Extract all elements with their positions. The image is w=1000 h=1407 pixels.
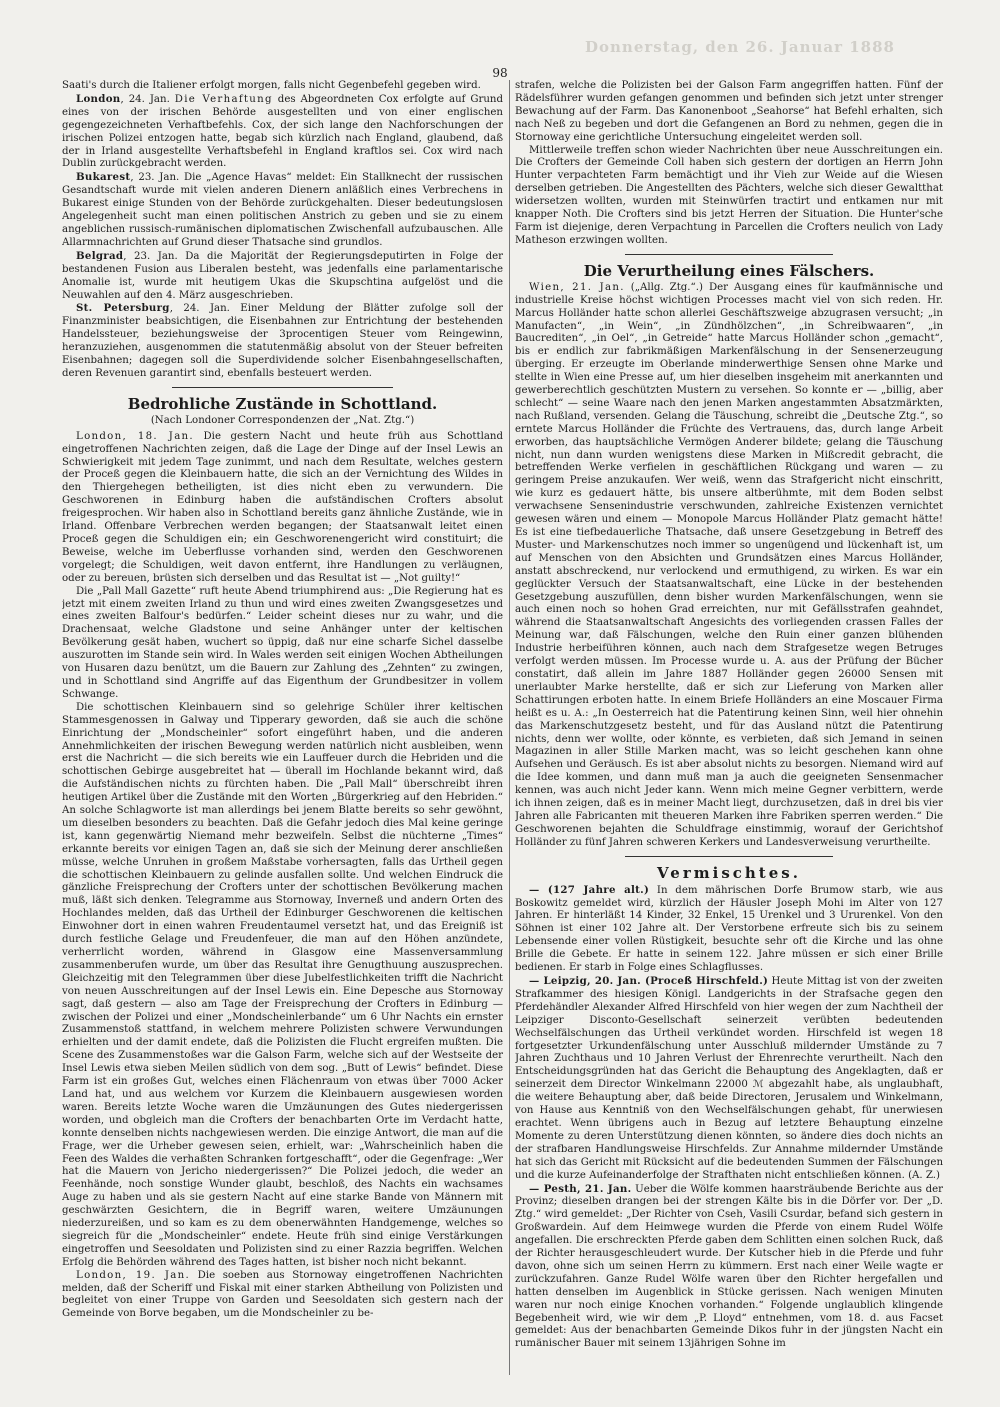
article-text-4: Die soeben aus Stornoway eingetroffenen Nachrichten melden, daß der Scheriff und Fiskal mit einer starken Abtheilung von Polizisten und begleitet von einer Truppe von Garden und Seesoldaten sich gestern nach der Gemeinde von Borve begaben, um die Mondscheinler zu be- — [62, 1269, 503, 1320]
dispatch-bukarest — [62, 171, 503, 249]
section-title-vermischtes: Vermischtes. — [657, 863, 801, 882]
section-title-schottland: Bedrohliche Zustände in Schottland. — [127, 394, 438, 413]
dispatch-belgrad-text: , 23. Jan. Da die Majorität der Regierungsdeputirten in Folge der bestandenen Fusion aus Liberalen besteht, was jedenfalls eine parlamentarische Anomalie ist, wurde mit heutigem Ukas die Skupschtina aufgelöst und die Neuwahlen auf den 4. März ausgeschrieben. — [62, 250, 503, 301]
dispatch-petersburg-text: , 24. Jan. Einer Meldung der Blätter zufolge soll der Finanzminister beabsichtigen, die Eisenbahnen zur Entrichtung der bestehenden Handelssteuer, beziehungsweise der 3procentigen Steuer vom Reingewinn, heranzuziehen, ausgenommen die statutenmäßig absolut von der Steuer befreiten Eisenbahnen; dagegen soll die Superdividende solcher Eisenbahngesellschaften, deren Revenuen garantirt sind, ebenfalls besteuert werden. — [62, 303, 503, 379]
article-paragraph-3: Die schottischen Kleinbauern sind so gelehrige Schüler ihrer keltischen Stammesgenossen in Galway und Tipperary geworden, daß sie auch die schöne Einrichtung der „Mondscheinler“ sofort eingeführt haben, und die anderen Annehmlichkeiten der irischen Bewegung werden natürlich nicht ausbleiben, wenn erst die Nachricht — die sich bereits wie ein Lauffeuer durch die Hebriden und die schottischen Gebirge ausgebreitet hat — überall im Hochlande bekannt wird, daß die Aufständischen nichts zu fürchten haben. Die „Pall Mall“ überschreibt ihren heutigen Artikel über die Zustände mit den Worten „Bürgerkrieg auf den Hebriden.“ An solche Schlagworte ist man allerdings bei jenem Blatte bereits so sehr gewöhnt, um dieselben besonders zu beachten. Daß die Gefahr jedoch dies Mal keine geringe ist, kann gegenwärtig Niemand mehr bezweifeln. Selbst die nüchterne „Times“ erkannte bereits vor einigen Tagen an, daß sie sich der Meinung derer anschließen müsse, welche Unruhen in großem Maßstabe vorhersagten, falls das Urtheil gegen die schottischen Kleinbauern zu gelinde ausfallen sollte. Und welchen Eindruck die gänzliche Freisprechung der Crofters unter der schottischen Bevölkerung machen muß, läßt sich denken. Telegramme aus Stornoway, Inverneß und andern Orten des Hochlandes melden, daß das Urtheil der Edinburger Geschworenen die keltischen Einwohner dort in einen wahren Freudentaumel versetzt hat, und das Ereigniß ist durch festliche Gelage und Freudenfeuer, die man auf den Höhen anzündete, verherrlicht worden, während in Glasgow eine Massenversammlung zusammenberufen wurde, um über das Resultat ihre Genugthuung auszusprechen. Gleichzeitig mit den Telegrammen über diese Jubelfestlichkeiten trifft die Nachricht von neuen Ausschreitungen auf der Insel Lewis ein. Eine Depesche aus Stornoway sagt, daß gestern — also am Tage der Freisprechung der Crofters in Edinburg — zwischen der Polizei und einer „Mondscheinlerbande“ um 6 Uhr Nachts ein ernster Zusammenstoß stattfand, in welchem mehrere Polizisten schwere Verwundungen erhielten und der damit endete, daß die Polizisten die Flucht ergreifen mußten. Die Scene des Zusammenstoßes war die Galson Farm, welche sich auf der Westseite der Insel Lewis etwa sieben Meilen südlich von dem sog. „Butt of Lewis“ befindet. Diese Farm ist ein großes Gut, welches einen Flächenraum von etwas über 7000 Acker Land hat, und aus welchem vor Kurzem die Kleinbauern ausgewiesen worden waren. Bereits letzte Woche waren die Umzäunungen des Gutes niedergerissen worden, und obgleich man die Crofters der benachbarten Orte im Verdacht hatte, konnte denselben nichts nachgewiesen werden. Die einzige Antwort, die man auf die Frage, wer die Urheber gewesen seien, erhielt, war: „Wahrscheinlich haben die Feen des Waldes die verhaßten Schranken fortgeschafft“, oder die Gegenfrage: „Wer hat die Mauern von Jericho niedergerissen?“ Die Polizei jedoch, die weder an Feenhände, noch sonstige Wunder glaubt, beschloß, des Nachts ein wachsames Auge zu haben und als sie gestern Nacht auf eine starke Bande von Männern mit geschwärzten Gesichtern, die in Begriff waren, weitere Umzäunungen niederzureißen, und so kam es zu dem obenerwähnten Handgemenge, welches so siegreich für die „Mondscheinler“ endete. Heute früh sind einige Verstärkungen eingetroffen und Seesoldaten und Polizisten sind zu einer Razzia begriffen. Welchen Erfolg die Behörden während des Tages hatten, ist bisher noch nicht bekannt. — [62, 701, 503, 1268]
article-continuation: strafen, welche die Polizisten bei der Galson Farm angegriffen hatten. Fünf der Rädelsführer wurden gefangen genommen und befinden sich jetzt unter strenger Bewachung auf der Farm. Das Kanonenboot „Seahorse“ hat Befehl erhalten, sich nach Neß zu begeben und dort die Gefangenen an Bord zu nehmen, gegen die in Stornoway eine gerichtliche Untersuchung eingeleitet werden soll. — [515, 80, 943, 143]
dateline-bukarest: Bukarest — [76, 171, 131, 184]
place-date-1: London, 18. Jan. — [76, 430, 194, 442]
item-head-127-jahre: — (127 Jahre alt.) — [529, 883, 650, 896]
place-date-wien: Wien, 21. Jan. — [529, 281, 625, 293]
paragraph-saati: Saati's durch die Italiener erfolgt morgen, falls nicht Gegenbefehl gegeben wird. — [62, 80, 481, 91]
article-faelscher-text: („Allg. Ztg.“.) Der Ausgang eines für kaufmännische und industrielle Kreise höchst wichtigen Processes macht viel von sich reden. Hr. Marcus Holländer hatte schon allerlei Geschäftszweige abzugrasen versucht; „in Manufacten“, „in Wein“, „in Zündhölzchen“, „in Schreibwaaren“, „in Baucrediten“, „in Oel“, „in Getreide“ hatte Marcus Holländer schon „gemacht“, bis er endlich zur fabrikmäßigen Markenfälschung in der Sensenerzeugung überging. Er erzeugte im Oberlande minderwerthige Sensen ohne Marke und stellte in Wien eine Presse auf, um hier dieselben insgeheim mit anerkannten und gewerberechtlich geschützten Mustern zu versehen. So konnte er — „billig, aber schlecht“ — seine Waare nach den jenen Marken angestammten Absatzmärkten, nach Rußland, versenden. Gelang die Täuschung, schreibt die „Deutsche Ztg.“, so erntete Marcus Holländer die Früchte des Vertrauens, das, durch lange Arbeit erworben, das hauptsächliche Vermögen Anderer bildete; gelang die Täuschung nicht, nun dann wurden wenigstens diese Marken in Mißcredit gebracht, die betreffenden Werke verfielen in geschäftlichen Rückgang und waren — zu geringem Preise anzukaufen. Wer weiß, wenn das Strafgericht nicht einschritt, wie kurz es gedauert hätte, bis unsere altberühmte, mit dem Boden selbst verwachsene Sensenindustrie verschwunden, zahlreiche Existenzen vernichtet gewesen wären und einem — Monopole Marcus Holländer Platz gemacht hätte! Es ist eine tiefbedauerliche Thatsache, daß unsere Gesetzgebung in Betreff des Muster- und Markenschutzes noch immer so ungenügend und lückenhaft ist, um auf Menschen von den Absichten und Grundsätzen eines Marcus Holländer, anstatt abschreckend, nur verlockend und ermuthigend, zu wirken. Es war ein geglückter Versuch der Staatsanwaltschaft, eine Lücke in der bestehenden Gesetzgebung auszufüllen, denn bisher wurden Markenfälschungen, wenn sie auch einen noch so hohen Grad erreichten, nur mit Gefällsstrafen geahndet, während die Staatsanwaltschaft Angesichts des vorliegenden crassen Falles der Meinung war, daß Fälschungen, welche den Ruin einer ganzen blühenden Industrie herbeiführen können, auch nach dem Strafgesetze wegen Betruges verfolgt werden müssen. Im Processe wurde u. A. aus der Prüfung der Bücher constatirt, daß allein im Jahre 1887 Holländer gegen 26000 Sensen mit unerlaubter Marke herstellte, daß er sich zur Lieferung von Marken aller Schattirungen erboten hatte. In einem Briefe Holländers an eine Moscauer Firma heißt es u. A.: „In Oesterreich hat die Patentirung keinen Sinn, weil hier ohnehin das Markenschutzgesetz besteht, und für das Ausland nützt die Patentirung nichts, denn wer wollte, oder könnte, es verbieten, daß sich Jemand in seinen Magazinen in aller Stille Marken macht, was so leicht geschehen kann ohne Aufsehen und Geräusch. Es ist aber absolut nichts zu besorgen. Niemand wird auf die Idee kommen, und dann muß man ja auch die geeigneten Sensenmacher kennen, was auch nicht Jeder kann. Wenn mich meine Gegner verbittern, werde ich ihnen zeigen, daß es in meiner Macht liegt, durchzusetzen, daß in drei bis vier Jahren alle Fabricanten mit theueren Marken ihre Fabriken sperren werden.“ Die Geschworenen bejahten die Schuldfrage einstimmig, worauf der Gerichtshof Holländer zu fünf Jahren schweren Kerkers und Landesverweisung verurtheilte. — [515, 281, 943, 848]
article-paragraph-2: Die „Pall Mall Gazette“ ruft heute Abend triumphirend aus: „Die Regierung hat es jetzt mit einem zweiten Irland zu thun und wird eines zweiten Zwangsgesetzes und eines zweiten Balfour's bedürfen.“ Leider scheint dieses nur zu wahr, und die Drachensaat, welche Gladstone und seine Anhänger unter der keltischen Bevölkerung gesät haben, wuchert so üppig, daß nur eine scharfe Sichel dasselbe auszurotten im Stande sein wird. In Wales werden seit einigen Wochen Abtheilungen von Husaren dazu benützt, um die Bauern zur Zahlung des „Zehnten“ zu zwingen, und in Schottland sind Angriffe auf das Eigenthum der Grundbesitzer in vollem Schwange. — [62, 585, 503, 700]
item-text-leipzig: Heute Mittag ist von der zweiten Strafkammer des hiesigen Königl. Landgerichts in der Strafsache gegen den Pferdehändler Alexander Alfred Hirschfeld von hier wegen der zum Nachtheil der Leipziger Disconto-Gesellschaft seinerzeit verübten bedeutenden Wechselfälschungen das Urtheil verkündet worden. Hirschfeld ist wegen 18 fortgesetzter Urkundenfälschung unter Ausschluß mildernder Umstände zu 7 Jahren Zuchthaus und 10 Jahren Verlust der Ehrenrechte verurtheilt. Nach den Entscheidungsgründen hat das Gericht die Behauptung des Angeklagten, daß er seinerzeit dem Director Winkelmann 22000 ℳ abgezahlt habe, als unglaubhaft, die weitere Behauptung aber, daß beide Directoren, Jerusalem und Winkelmann, von Hause aus Kenntniß von den Wechselfälschungen gehabt, für unerwiesen erachtet. Wenn übrigens auch in Bezug auf letztere Behauptung einzelne Momente zu deren Unterstützung dienen könnten, so ändere dies doch nichts an der strafbaren Handlungsweise Hirschfelds. Zur Annahme mildernder Umstände hat sich das Gericht mit Rücksicht auf die bedeutenden Summen der Fälschungen und die kurze Aufeinanderfolge der Strafthaten nicht entschließen können. (A. Z.) — [515, 976, 943, 1181]
section-title-faelscher: Die Verurtheilung eines Fälschers. — [583, 261, 875, 280]
page-number: 98 — [492, 66, 508, 80]
article-faelscher — [515, 282, 943, 850]
dispatch-petersburg — [62, 302, 503, 380]
right-column — [515, 80, 943, 1375]
dateline-belgrad: Belgrad — [76, 249, 124, 262]
dateline-london: London — [76, 92, 121, 105]
dispatch-bukarest-text: , 23. Jan. Die „Agence Havas“ meldet: Ein Stallknecht der russischen Gesandtschaft wurde mit vielen anderen Dienern anläßlich eines Verbrechens in Bukarest einige Stunden von der Behörde zurückgehalten. Dieser bedeutungslosen Angelegenheit sucht man einen politischen Anstrich zu geben und sie zu einem angeblichen russisch-rumänischen diplomatischen Zwischenfall aufzubauschen. Alle Allarmnachrichten auf Grund dieser Thatsache sind grundlos. — [62, 172, 503, 248]
section-divider — [172, 387, 393, 388]
section-divider — [625, 856, 833, 857]
article-text-1: Die gestern Nacht und heute früh aus Schottland eingetroffenen Nachrichten zeigen, daß die Lage der Dinge auf der Insel Lewis an Schwierigkeit mit jedem Tage zunimmt, und nach dem Resultate, welches gestern der Proceß gegen die Kleinbauern hatte, die sich an der Vernichtung des Wildes in den Thiergehegen betheiligten, ist dies nicht eben zu verwundern. Die Geschworenen in Edinburg haben die aufständischen Crofters absolut freigesprochen. Wir haben also in Schottland bereits ganz ähnliche Zustände, wie in Irland. Offenbare Verbrechen werden begangen; der Staatsanwalt leitet einen Proceß gegen die Schuldigen ein; ein Geschworenengericht wird constituirt; die Beweise, welche im Ueberflusse vorhanden sind, werden den Geschworenen vorgelegt; die Schuldigen, weit davon entfernt, ihre Handlungen zu verläugnen, oder zu bereuen, brüsten sich derselben und das Resultat ist — „Not guilty!“ — [62, 430, 503, 584]
running-header-bleedthrough: Donnerstag, den 26. Januar 1888 — [585, 38, 895, 56]
item-head-pesth: — Pesth, 21. Jan. — [529, 1182, 632, 1195]
item-head-leipzig: — Leipzig, 20. Jan. (Proceß Hirschfeld.) — [529, 975, 769, 987]
dateline-petersburg: St. Petersburg — [76, 302, 170, 315]
column-rule — [509, 80, 510, 1375]
article-paragraph-coll: Mittlerweile treffen schon wieder Nachrichten über neue Ausschreitungen ein. Die Crofters der Gemeinde Coll haben sich gestern der dortigen an Herrn John Hunter verpachteten Farm bemächtigt und ihr Vieh zur Weide auf die Wiesen derselben getrieben. Die Angestellten des Pächters, welche sich dieser Gewaltthat widersetzen wollten, wurden mit Steinwürfen tractirt und entkamen nur mit knapper Noth. Die Crofters sind bis jetzt Herren der Situation. Die Hunter'sche Farm ist diejenige, deren Verpachtung in Parcellen die Crofters neulich von Lady Matheson erzwingen wollten. — [515, 144, 943, 246]
section-divider — [625, 254, 833, 255]
section-subtitle-schottland: (Nach Londoner Correspondenzen der „Nat. Ztg.“) — [150, 414, 415, 426]
place-date-4: London, 19. Jan. — [76, 1269, 191, 1281]
item-text-pesth: Ueber die Wölfe kommen haarsträubende Berichte aus der Provinz; dieselben drangen bei der strengen Kälte bis in die Dörfer vor. Der „D. Ztg.“ wird gemeldet: „Der Richter von Cseh, Vasili Csurdar, befand sich gestern in Großwardein. Auf dem Heimwege wurden die Pferde von einem Rudel Wölfe angefallen. Die erschreckten Pferde gaben dem Schlitten einen solchen Ruck, daß der Richter herausgeschleudert wurde. Der Kutscher hieb in die Pferde und fuhr davon, ohne sich um seinen Herrn zu kümmern. Erst nach einer Weile wagte er zurückzufahren. Ganze Rudel Wölfe waren über den Richter hergefallen und hatten denselben im Augenblick in Stücke gerissen. Nach wenigen Minuten waren nur noch einige Knochen vorhanden.“ Folgende unglaublich klingende Begebenheit wird, wie wir dem „P. Lloyd“ entnehmen, vom 18. d. aus Facset gemeldet: Aus der benachbarten Gemeinde Dikos fuhr in der jüngsten Nacht ein rumänischer Bauer mit seinem 13jährigen Sohne im — [515, 1183, 943, 1350]
item-leipzig — [515, 975, 943, 1183]
spaced-verhaftung: Die Verhaftung — [174, 93, 273, 105]
dispatch-london-text: des Abgeordneten Cox erfolgte auf Grund eines von der irischen Behörde ausgestellten und von einer englischen gegengezeichneten Verhaftbefehls. Cox, der sich lange den Nachforschungen der irischen Polizei entzogen hatte, begab sich kürzlich nach England, glaubend, daß der in Irland ausgestellte Verhaftsbefehl in England kraftlos sei. Cox wird nach Dublin zurückgebracht werden. — [62, 93, 503, 170]
dateline-london-date: , 24. Jan. — [120, 93, 170, 105]
article-paragraph-4 — [62, 1270, 503, 1322]
item-127-jahre — [515, 884, 943, 975]
left-column — [62, 80, 503, 1375]
article-paragraph-1 — [62, 431, 503, 586]
item-pesth — [515, 1183, 943, 1352]
dispatch-belgrad — [62, 250, 503, 303]
dispatch-london — [62, 93, 503, 171]
item-text-127-jahre: In dem mährischen Dorfe Brumow starb, wie aus Boskowitz gemeldet wird, kürzlich der Häusler Joseph Mohi im Alter von 127 Jahren. Er hinterläßt 14 Kinder, 32 Enkel, 15 Urenkel und 3 Ururenkel. Von den Söhnen ist einer 102 Jahre alt. Der Verstorbene erfreute sich bis zu seinem Lebensende einer vollen Rüstigkeit, besuchte sehr oft die Kirche und las ohne Brille die Gebete. Er hatte in seinem 122. Jahre müssen er sich einer Brille bedienen. Er starb in Folge eines Schlagflusses. — [515, 884, 943, 974]
